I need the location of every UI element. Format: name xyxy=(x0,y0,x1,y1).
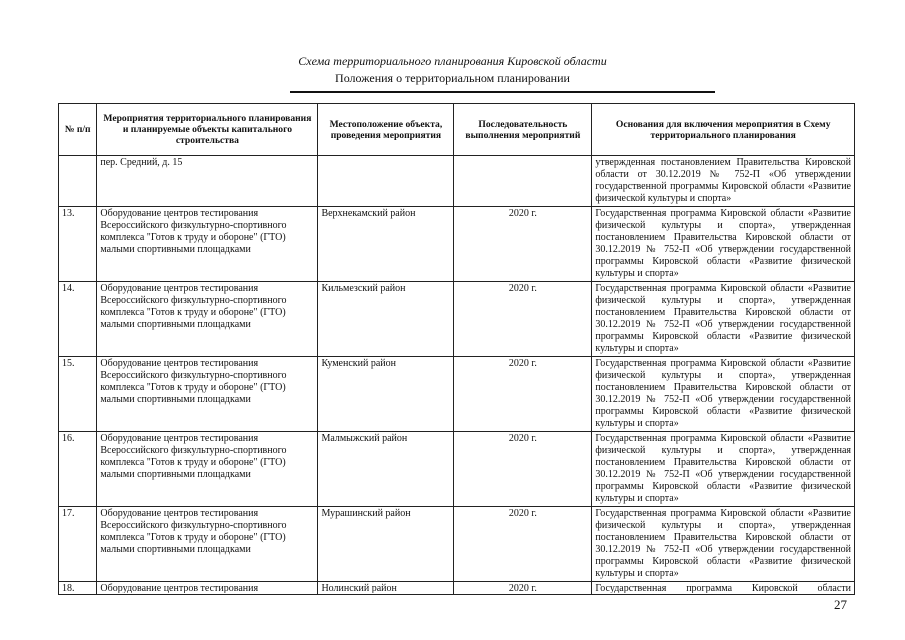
cell-basis: Государственная программа Кировской области «Развитие физической культуры и спорта», утвержденная постановлением Правительства Кировской области от 30.12.2019 № 752-П «Об утверждении государственной программы Кировской области «Развитие физической культуры и спорта» xyxy=(592,207,855,282)
cell-location xyxy=(318,156,454,207)
cell-basis: Государственная программа Кировской области «Развитие физической культуры и спорта», утвержденная постановлением Правительства Кировской области от 30.12.2019 № 752-П «Об утверждении государственной программы Кировской области «Развитие физической культуры и спорта» xyxy=(592,357,855,432)
cell-sequence xyxy=(454,582,592,595)
column-header-basis: Основания для включения мероприятия в Схему территориального планирования xyxy=(592,104,855,156)
cell-basis: утвержденная постановлением Правительства Кировской области от 30.12.2019 № 752-П «Об утверждении государственной программы Кировской области «Развитие физической культуры и спорта» xyxy=(592,156,855,207)
cell-number: 13. xyxy=(59,207,97,282)
cell-location: Верхнекамский район xyxy=(318,207,454,282)
column-header-sequence: Последовательность выполнения мероприятий xyxy=(454,104,592,156)
cell-location: Кильмезский район xyxy=(318,282,454,357)
table-row xyxy=(59,507,855,582)
page-number: 27 xyxy=(834,597,847,612)
cell-number xyxy=(59,582,97,595)
cell-activity: Оборудование центров тестирования Всероссийского физкультурно-спортивного комплекса "Готов к труду и обороне" (ГТО) малыми спортивными площадками xyxy=(97,432,318,507)
cell-number: 15. xyxy=(59,357,97,432)
table-row-cut xyxy=(59,582,855,595)
header-rule xyxy=(290,91,715,93)
column-header-activity: Мероприятия территориального планирования и планируемые объекты капитального строительства xyxy=(97,104,318,156)
cell-sequence: 2020 г. xyxy=(454,432,592,507)
cell-number: 14. xyxy=(59,282,97,357)
table-row xyxy=(59,357,855,432)
cell-sequence: 2020 г. xyxy=(454,207,592,282)
cell-number xyxy=(59,156,97,207)
cell-activity xyxy=(97,582,318,595)
cell-activity: пер. Средний, д. 15 xyxy=(97,156,318,207)
cell-basis: Государственная программа Кировской области «Развитие физической культуры и спорта», утвержденная постановлением Правительства Кировской области от 30.12.2019 № 752-П «Об утверждении государственной программы Кировской области «Развитие физической культуры и спорта» xyxy=(592,507,855,582)
cell-activity: Оборудование центров тестирования Всероссийского физкультурно-спортивного комплекса "Готов к труду и обороне" (ГТО) малыми спортивными площадками xyxy=(97,207,318,282)
document-title: Схема территориального планирования Кировской области xyxy=(298,54,607,68)
table-header-row xyxy=(59,104,855,156)
cell-location-text: Нолинский район xyxy=(321,583,397,593)
planning-table xyxy=(58,103,855,595)
cell-number: 17. xyxy=(59,507,97,582)
cell-sequence: 2020 г. xyxy=(454,507,592,582)
table-row-continuation xyxy=(59,156,855,207)
cell-sequence: 2020 г. xyxy=(454,357,592,432)
cell-activity: Оборудование центров тестирования Всероссийского физкультурно-спортивного комплекса "Готов к труду и обороне" (ГТО) малыми спортивными площадками xyxy=(97,357,318,432)
table-row xyxy=(59,432,855,507)
cell-activity: Оборудование центров тестирования Всероссийского физкультурно-спортивного комплекса "Готов к труду и обороне" (ГТО) малыми спортивными площадками xyxy=(97,507,318,582)
cell-number: 16. xyxy=(59,432,97,507)
cell-sequence: 2020 г. xyxy=(454,282,592,357)
cell-location: Мурашинский район xyxy=(318,507,454,582)
cell-sequence xyxy=(454,156,592,207)
column-header-location: Местоположение объекта, проведения мероприятия xyxy=(318,104,454,156)
cell-location xyxy=(318,582,454,595)
cell-activity: Оборудование центров тестирования Всероссийского физкультурно-спортивного комплекса "Готов к труду и обороне" (ГТО) малыми спортивными площадками xyxy=(97,282,318,357)
cell-basis-text: Государственная программа Кировской области xyxy=(595,583,851,593)
cell-basis: Государственная программа Кировской области «Развитие физической культуры и спорта», утвержденная постановлением Правительства Кировской области от 30.12.2019 № 752-П «Об утверждении государственной программы Кировской области «Развитие физической культуры и спорта» xyxy=(592,282,855,357)
cell-location: Малмыжский район xyxy=(318,432,454,507)
document-subtitle: Положения о территориальном планировании xyxy=(335,71,570,85)
cell-basis: Государственная программа Кировской области «Развитие физической культуры и спорта», утвержденная постановлением Правительства Кировской области от 30.12.2019 № 752-П «Об утверждении государственной программы Кировской области «Развитие физической культуры и спорта» xyxy=(592,432,855,507)
cell-basis xyxy=(592,582,855,595)
cell-location: Куменский район xyxy=(318,357,454,432)
column-header-number: № п/п xyxy=(59,104,97,156)
cell-sequence-text: 2020 г. xyxy=(508,583,537,593)
cell-activity-text: Оборудование центров тестирования xyxy=(100,583,259,593)
table-row xyxy=(59,207,855,282)
table-row xyxy=(59,282,855,357)
cell-number-text: 18. xyxy=(62,583,75,593)
